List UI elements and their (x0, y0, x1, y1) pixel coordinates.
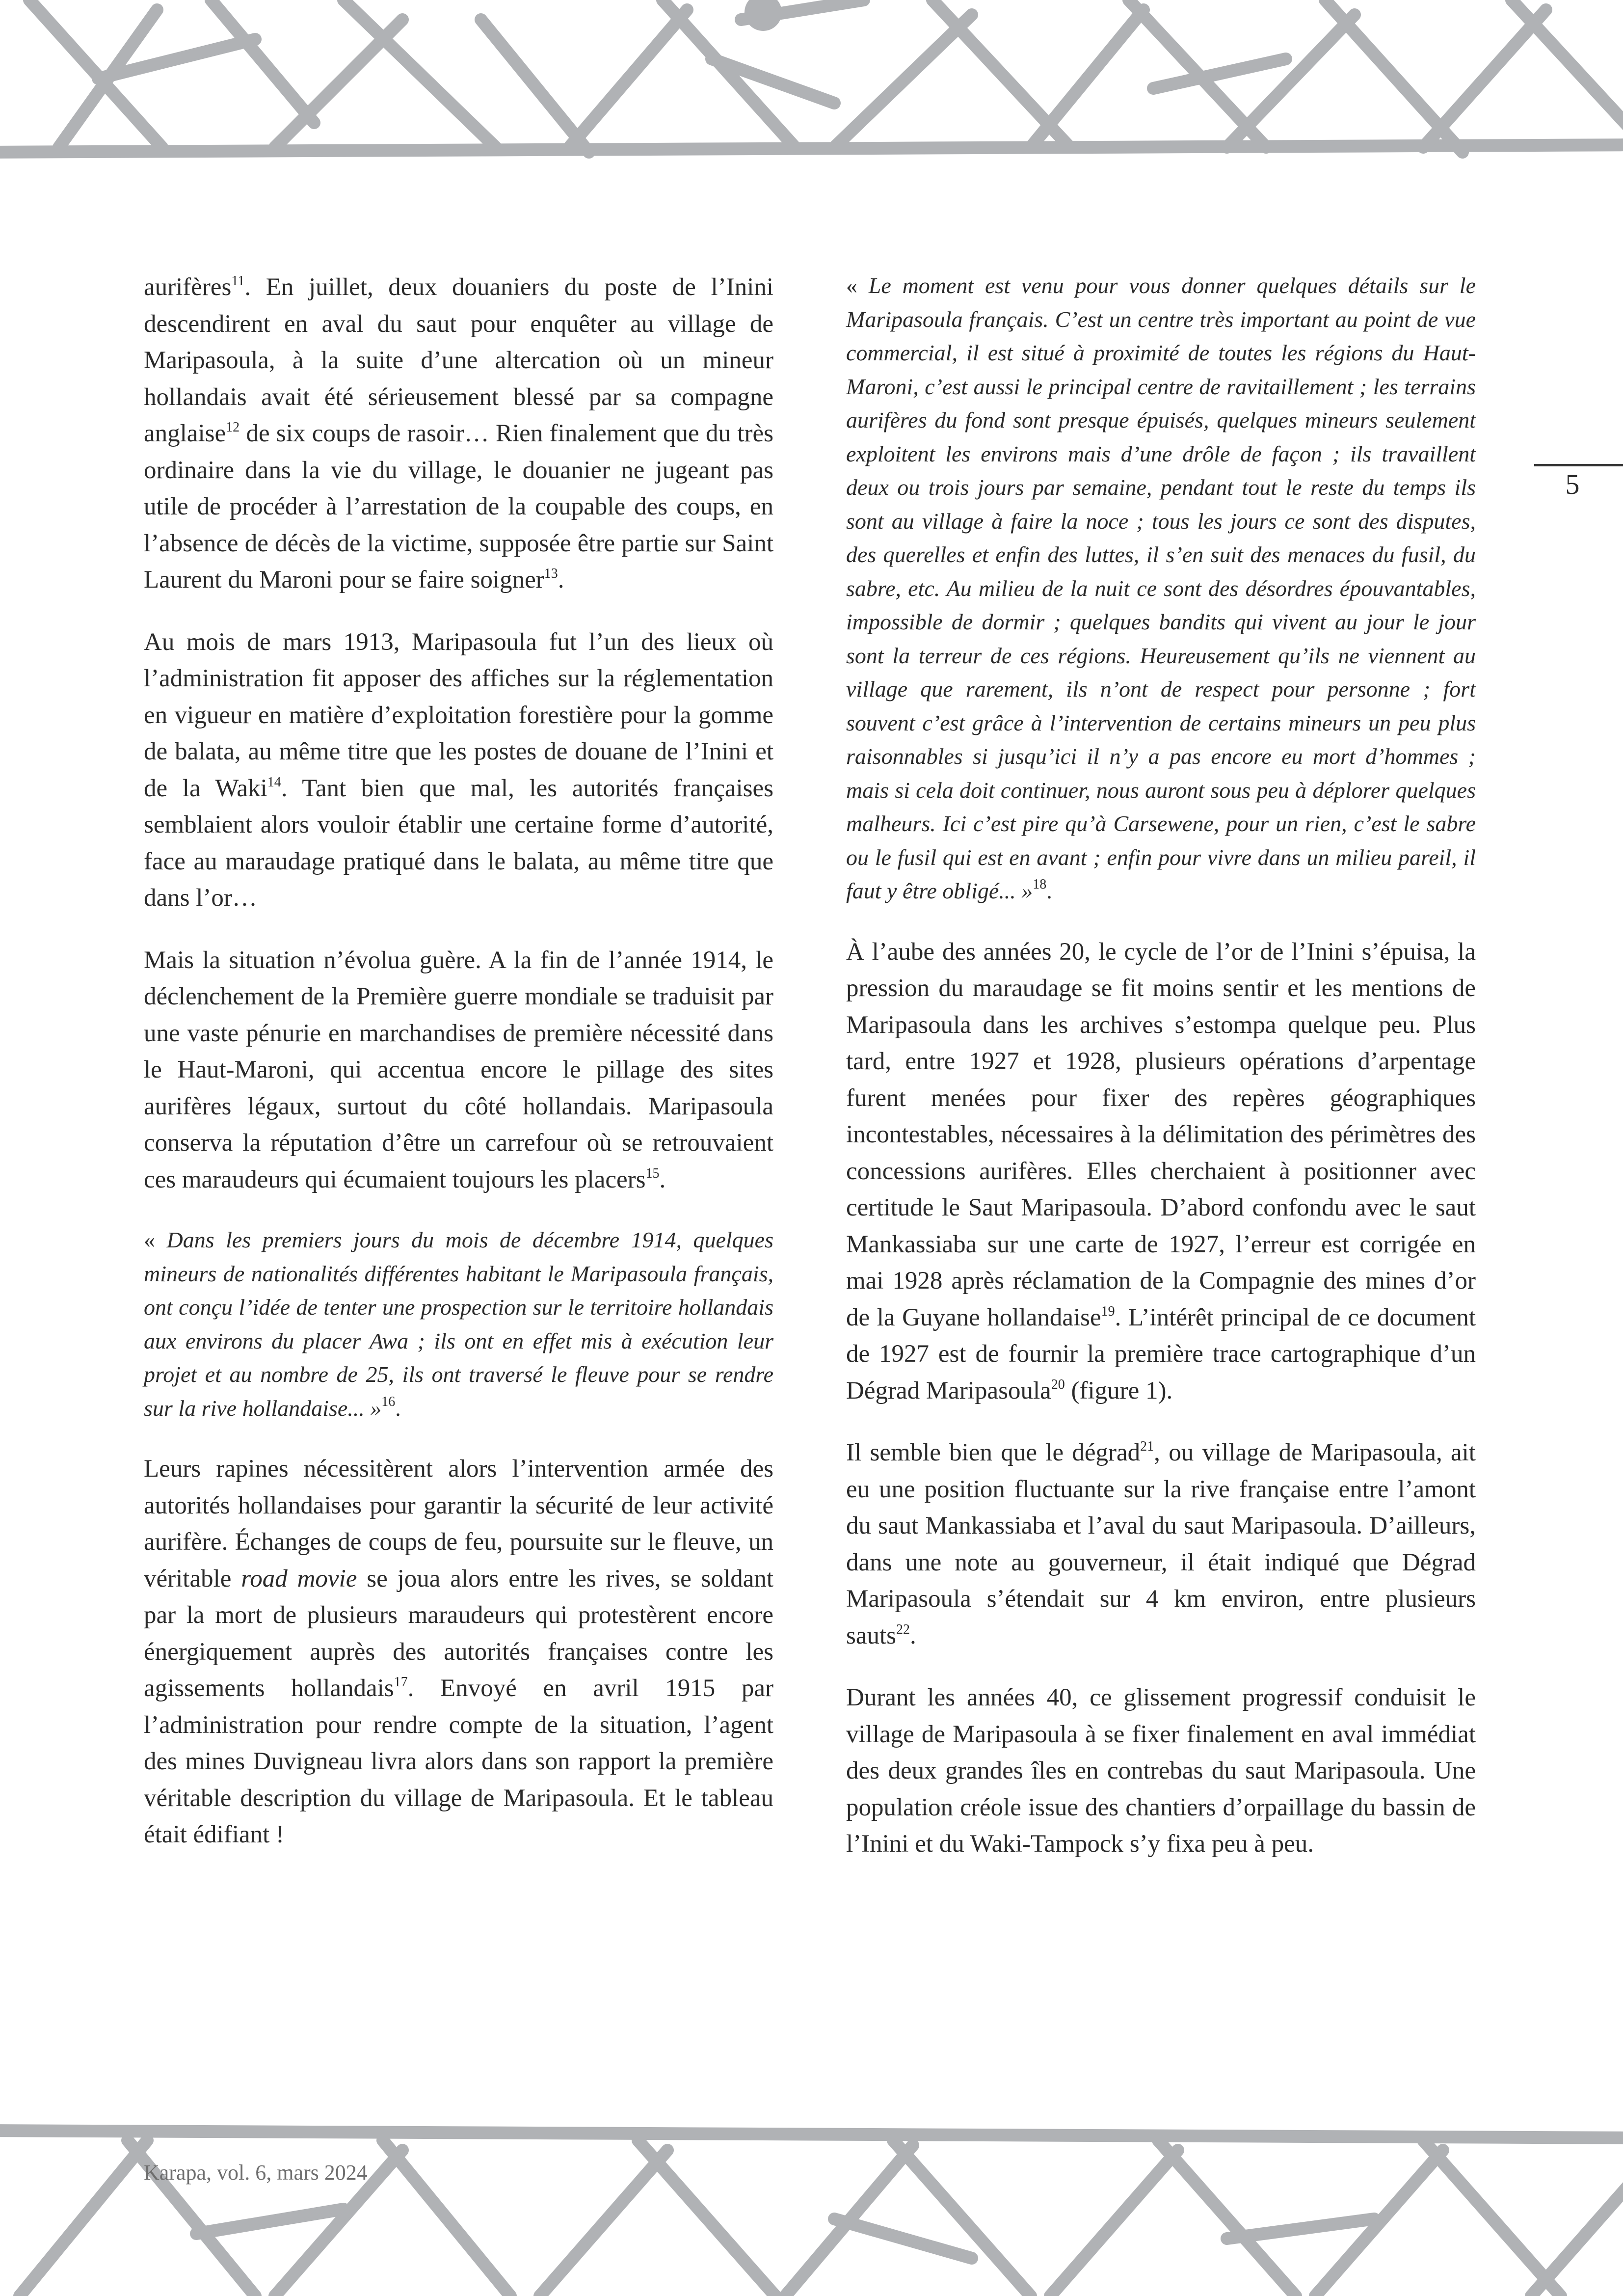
italic-text: road movie (241, 1565, 357, 1593)
text-run: se joua alors entre les rives, se soldant par la mort de plusieurs maraudeurs qui protestèrent encore énergiquement auprès des autorités françaises contre les agissements hollandais (144, 1565, 773, 1702)
text-run: de six coups de rasoir… Rien finalement que du très ordinaire dans la vie du village, le douanier ne jugeant pas utile de procéder à l’arrestation de la coupable des coups, en l’absence de décès de la victime, supposée être partie sur Saint Laurent du Maroni pour se faire soigner (144, 420, 773, 594)
text-run: . (395, 1395, 401, 1421)
text-run: . L’intérêt principal de ce document de 1927 est de fournir la première trace cartographique d’un Dégrad Maripasoula (846, 1303, 1476, 1405)
right-column (846, 269, 1476, 1888)
left-column (144, 269, 773, 1879)
text-run: . En juillet, deux douaniers du poste de l’Inini descendirent en aval du saut pour enquêter au village de Maripasoula, à la suite d’une altercation où un mineur hollandais avait été sérieusement blessé par sa compagne anglaise (144, 273, 773, 447)
text-run: . (659, 1165, 666, 1193)
block-quote (144, 1223, 773, 1425)
text-run: . Envoyé en avril 1915 par l’administration pour rendre compte de la situation, l’agent des mines Duvigneau livra alors dans son rapport la première véritable description du village de Maripasoula. Et le tableau était édifiant ! (144, 1675, 773, 1848)
body-paragraph (144, 1451, 773, 1853)
text-run: . Tant bien que mal, les autorités françaises semblaient alors vouloir établir une certaine forme d’autorité, face au maraudage pratiqué dans le balata, au même titre que dans l’or… (144, 774, 773, 912)
italic-text: Le moment est venu pour vous donner quelques détails sur le Maripasoula français. C’est un centre très important au point de vue commercial, il est situé à proximité de toutes les régions du Haut-Maroni, c’est aussi le principal centre de ravitaillement ; les terrains aurifères du fond sont presque épuisés, quelques mineurs seulement exploitent les environs mais d’une drôle de façon ; ils travaillent deux ou trois jours par semaine, pendant tout le reste du temps ils sont au village à faire la noce ; tous les jours ce sont des disputes, des querelles et enfin des luttes, il s’en suit des menaces du fusil, du sabre, etc. Au milieu de la nuit ce sont des désordres épouvantables, impossible de dormir ; quelques bandits qui vivent au jour le jour sont la terreur de ces régions. Heureusement qu’ils ne viennent au village que rarement, ils n’ont de respect pour personne ; fort souvent c’est grâce à l’intervention de certains mineurs un peu plus raisonnables si jusqu’ici il n’y a pas encore eu mort d’hommes ; mais si cela doit continuer, nous auront sous peu à déplorer quelques malheurs. Ici c’est pire qu’à Carsewene, pour un rien, c’est le sabre ou le fusil qui est en avant ; enfin pour vivre dans un milieu pareil, il faut y être obligé... » (846, 273, 1476, 903)
text-run: . (910, 1621, 916, 1649)
footnote-marker: 14 (267, 774, 281, 790)
text-run: . (1046, 878, 1052, 903)
woven-pattern-top (0, 0, 1623, 167)
body-paragraph (144, 624, 773, 917)
footnote-marker: 17 (394, 1675, 408, 1690)
body-paragraph (846, 1434, 1476, 1654)
footnote-marker: 18 (1033, 877, 1047, 892)
footnote-marker: 11 (231, 273, 245, 289)
text-run: Leurs rapines nécessitèrent alors l’intervention armée des autorités hollandaises pour garantir la sécurité de leur activité aurifère. Échanges de coups de feu, poursuite sur le fleuve, un véritable (144, 1455, 773, 1593)
footnote-marker: 13 (544, 566, 558, 581)
text-run: Mais la situation n’évolua guère. A la fin de l’année 1914, le déclenchement de la Première guerre mondiale se traduisit par une vaste pénurie en marchandises de première nécessité dans le Haut-Maroni, qui accentua encore le pillage des sites aurifères légaux, surtout du côté hollandais. Maripasoula conserva la réputation d’être un carrefour où se retrouvaient ces maraudeurs qui écumaient toujours les placers (144, 946, 773, 1193)
body-paragraph (144, 942, 773, 1198)
footnote-marker: 22 (896, 1621, 910, 1637)
bottom-ornament-band (0, 2111, 1623, 2296)
page-number-rule (1534, 464, 1623, 466)
top-ornament-band (0, 0, 1623, 167)
text-run: (figure 1). (1064, 1377, 1173, 1405)
text-run: , ou village de Maripasoula, ait eu une position fluctuante sur la rive française entre l’amont du saut Mankassiaba et l’aval du saut Maripasoula. D’ailleurs, dans une note au gouverneur, il était indiqué que Dégrad Maripasoula s’étendait sur 4 km environ, entre plusieurs sauts (846, 1439, 1476, 1649)
italic-text: Dans les premiers jours du mois de décembre 1914, quelques mineurs de nationalités différentes habitant le Maripasoula français, ont conçu l’idée de tenter une prospection sur le territoire hollandais aux environs du placer Awa ; ils ont en effet mis à exécution leur projet et au nombre de 25, ils ont traversé le fleuve pour se rendre sur la rive hollandaise... » (144, 1227, 773, 1421)
text-run: « (846, 273, 869, 298)
text-run: aurifères (144, 273, 232, 301)
text-run: Il semble bien que le dégrad (846, 1439, 1141, 1466)
body-paragraph (144, 269, 773, 598)
footnote-marker: 15 (645, 1165, 660, 1181)
footnote-marker: 19 (1101, 1303, 1115, 1319)
body-paragraph (846, 1679, 1476, 1863)
body-paragraph (846, 934, 1476, 1409)
block-quote (846, 269, 1476, 908)
footnote-marker: 20 (1051, 1377, 1065, 1392)
text-run: . (558, 566, 564, 594)
page-number: 5 (1565, 468, 1580, 500)
footnote-marker: 12 (226, 420, 240, 435)
footnote-marker: 21 (1140, 1439, 1154, 1454)
text-run: « (144, 1227, 167, 1252)
text-run: Durant les années 40, ce glissement progressif conduisit le village de Maripasoula à se fixer finalement en aval immédiat des deux grandes îles en contrebas du saut Maripasoula. Une population créole issue des chantiers d’orpaillage du bassin de l’Inini et du Waki-Tampock s’y fixa peu à peu. (846, 1684, 1476, 1858)
woven-pattern-bottom (0, 2111, 1623, 2296)
footnote-marker: 16 (381, 1394, 396, 1409)
text-run: Au mois de mars 1913, Maripasoula fut l’un des lieux où l’administration fit apposer des affiches sur la réglementation en vigueur en matière d’exploitation forestière pour la gomme de balata, au même titre que les postes de douane de l’Inini et de la Waki (144, 628, 773, 802)
footer-citation: Karapa, vol. 6, mars 2024 (144, 2161, 368, 2185)
text-run: À l’aube des années 20, le cycle de l’or de l’Inini s’épuisa, la pression du maraudage se fit moins sentir et les mentions de Maripasoula dans les archives s’estompa quelque peu. Plus tard, entre 1927 et 1928, plusieurs opérations d’arpentage furent menées pour fixer des repères géographiques incontestables, nécessaires à la délimitation des périmètres des concessions aurifères. Elles cherchaient à positionner avec certitude le Saut Maripasoula. D’abord confondu avec le saut Mankassiaba sur une carte de 1927, l’erreur est corrigée en mai 1928 après réclamation de la Compagnie des mines d’or de la Guyane hollandaise (846, 938, 1476, 1331)
